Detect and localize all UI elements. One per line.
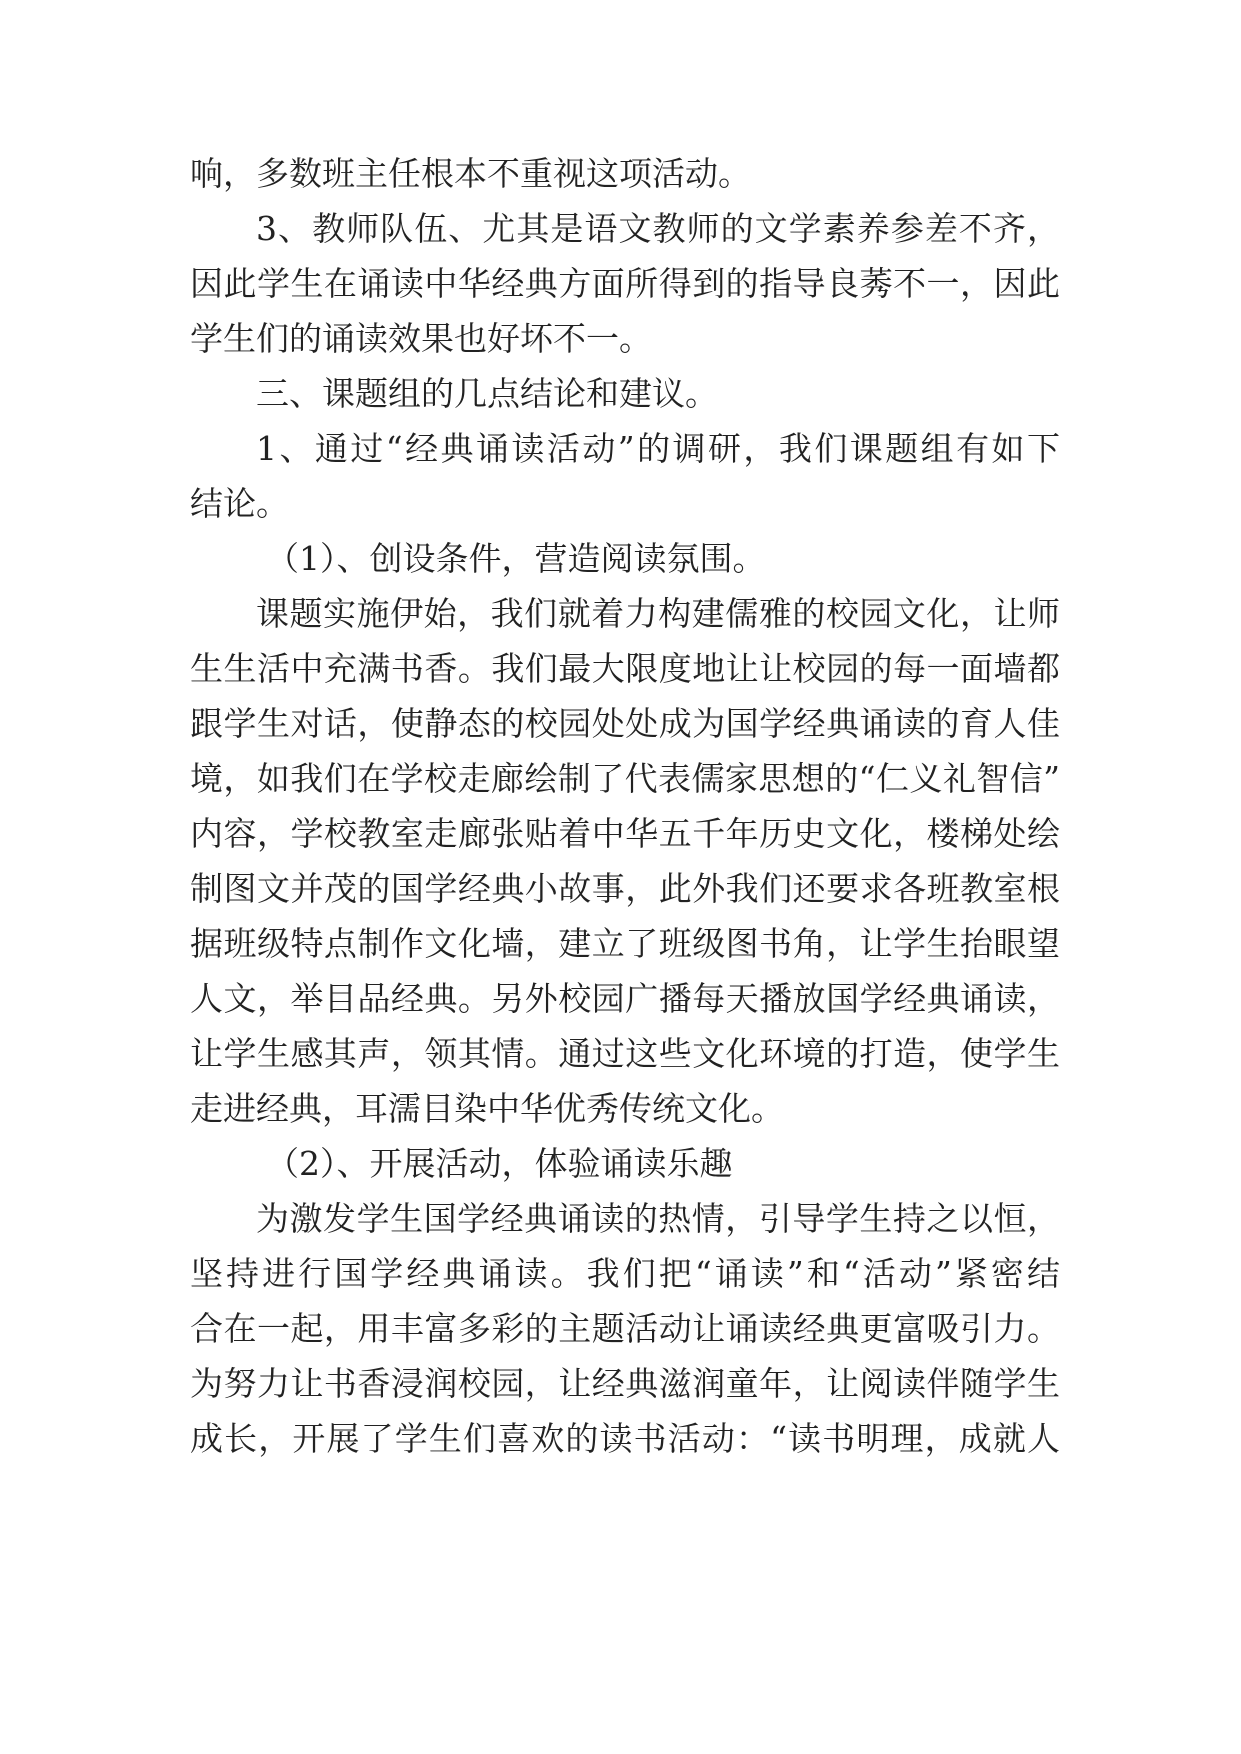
section-heading: 三、课题组的几点结论和建议。 xyxy=(256,374,718,413)
text-line: 据班级特点制作文化墙，建立了班级图书角，让学生抬眼望 xyxy=(190,924,1060,963)
text-line: 为激发学生国学经典诵读的热情，引导学生持之以恒， xyxy=(256,1199,1060,1238)
text-line: 因此学生在诵读中华经典方面所得到的指导良莠不一，因此 xyxy=(190,264,1060,303)
text-line: 人文，举目品经典。另外校园广播每天播放国学经典诵读， xyxy=(190,979,1060,1018)
text-line: 成长，开展了学生们喜欢的读书活动：“读书明理，成就人 xyxy=(190,1419,1060,1458)
subsection-heading: （2）、开展活动，体验诵读乐趣 xyxy=(266,1144,733,1183)
text-line: 3、教师队伍、尤其是语文教师的文学素养参差不齐， xyxy=(256,209,1060,248)
text-line: 内容，学校教室走廊张贴着中华五千年历史文化，楼梯处绘 xyxy=(190,814,1060,853)
text-line: 结论。 xyxy=(190,484,289,523)
text-line: 跟学生对话，使静态的校园处处成为国学经典诵读的育人佳 xyxy=(190,704,1060,743)
text-line: 学生们的诵读效果也好坏不一。 xyxy=(190,319,652,358)
text-line: 合在一起，用丰富多彩的主题活动让诵读经典更富吸引力。 xyxy=(190,1309,1060,1348)
text-line: 1、通过“经典诵读活动”的调研，我们课题组有如下 xyxy=(256,429,1060,468)
text-line: 走进经典，耳濡目染中华优秀传统文化。 xyxy=(190,1089,784,1128)
text-line: 制图文并茂的国学经典小故事，此外我们还要求各班教室根 xyxy=(190,869,1060,908)
text-line: 生生活中充满书香。我们最大限度地让让校园的每一面墙都 xyxy=(190,649,1060,688)
text-line: 课题实施伊始，我们就着力构建儒雅的校园文化，让师 xyxy=(256,594,1060,633)
text-line: 境，如我们在学校走廊绘制了代表儒家思想的“仁义礼智信” xyxy=(190,759,1060,798)
text-line: 为努力让书香浸润校园，让经典滋润童年，让阅读伴随学生 xyxy=(190,1364,1060,1403)
text-line: 坚持进行国学经典诵读。我们把“诵读”和“活动”紧密结 xyxy=(190,1254,1060,1293)
text-line: 让学生感其声，领其情。通过这些文化环境的打造，使学生 xyxy=(190,1034,1060,1073)
subsection-heading: （1）、创设条件，营造阅读氛围。 xyxy=(266,539,766,578)
text-line: 响，多数班主任根本不重视这项活动。 xyxy=(190,154,751,193)
